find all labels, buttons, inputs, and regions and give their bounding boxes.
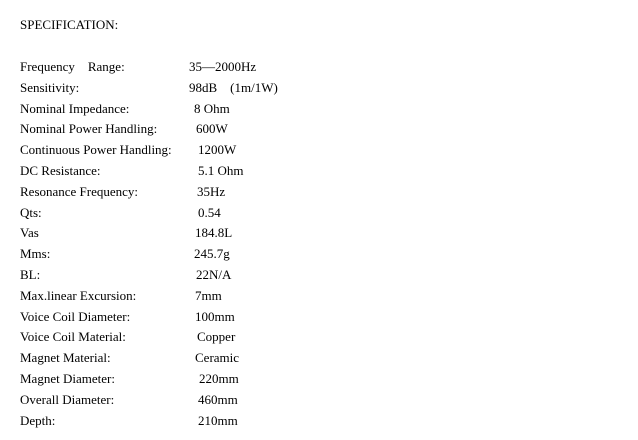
spec-label: Continuous Power Handling: [20, 142, 172, 158]
spec-row-bl [20, 266, 620, 287]
spec-label: Overall Diameter: [20, 391, 115, 407]
spec-value: 100mm [195, 308, 235, 324]
spec-row-magnet-diameter [20, 370, 620, 391]
spec-value: 184.8L [195, 225, 233, 241]
spec-value: 210mm [198, 412, 238, 428]
spec-row-overall-diameter [20, 391, 620, 412]
spec-row-qts [20, 204, 620, 225]
spec-row-voice-coil-material [20, 328, 620, 349]
spec-label: BL: [20, 266, 41, 282]
spec-row-depth [20, 412, 620, 433]
spec-value: Copper [197, 329, 236, 345]
spec-value: 600W [196, 121, 228, 137]
spec-label: Depth: [20, 412, 56, 428]
spec-label: Max.linear Excursion: [20, 287, 137, 303]
spec-label: Sensitivity: [20, 79, 80, 95]
spec-label: Magnet Diameter: [20, 370, 115, 386]
spec-label: Magnet Material: [20, 350, 111, 366]
spec-value: Ceramic [195, 350, 240, 366]
spec-value: 245.7g [194, 246, 230, 262]
spec-row-nominal-power-handling [20, 120, 620, 141]
spec-row-vas [20, 224, 620, 245]
spec-label: Nominal Impedance: [20, 100, 130, 116]
spec-label: Qts: [20, 204, 42, 220]
spec-label: Vas [20, 225, 39, 241]
spec-row-magnet-material [20, 349, 620, 370]
spec-value: 8 Ohm [194, 100, 230, 116]
spec-value: 35—2000Hz [189, 59, 257, 74]
spec-value: 460mm [198, 391, 238, 407]
spec-row-frequency-range [20, 58, 620, 79]
spec-row-voice-coil-diameter [20, 308, 620, 329]
spec-value: 35Hz [197, 183, 226, 199]
spec-label: Mms: [20, 246, 51, 262]
spec-row-resonance-frequency [20, 183, 620, 204]
spec-row-sensitivity [20, 79, 620, 100]
spec-row-dc-resistance [20, 162, 620, 183]
spec-value: 5.1 Ohm [198, 162, 244, 178]
spec-list [20, 58, 620, 432]
spec-value: 98dB (1m/1W) [189, 79, 278, 95]
spec-row-continuous-power-handling [20, 141, 620, 162]
spec-label: DC Resistance: [20, 162, 101, 178]
spec-label: Resonance Frequency: [20, 183, 139, 199]
spec-row-nominal-impedance [20, 100, 620, 121]
spec-value: 0.54 [198, 204, 221, 220]
spec-label: Frequency Range: [20, 59, 125, 74]
spec-row-max-linear-excursion [20, 287, 620, 308]
spec-value: 1200W [198, 142, 237, 158]
spec-value: 220mm [199, 370, 239, 386]
spec-label: Voice Coil Material: [20, 329, 126, 345]
spec-value: 22N/A [196, 266, 232, 282]
spec-value: 7mm [195, 287, 222, 303]
spec-heading: SPECIFICATION: [20, 17, 119, 32]
spec-label: Voice Coil Diameter: [20, 308, 131, 324]
spec-label: Nominal Power Handling: [20, 121, 158, 137]
spec-row-mms [20, 245, 620, 266]
